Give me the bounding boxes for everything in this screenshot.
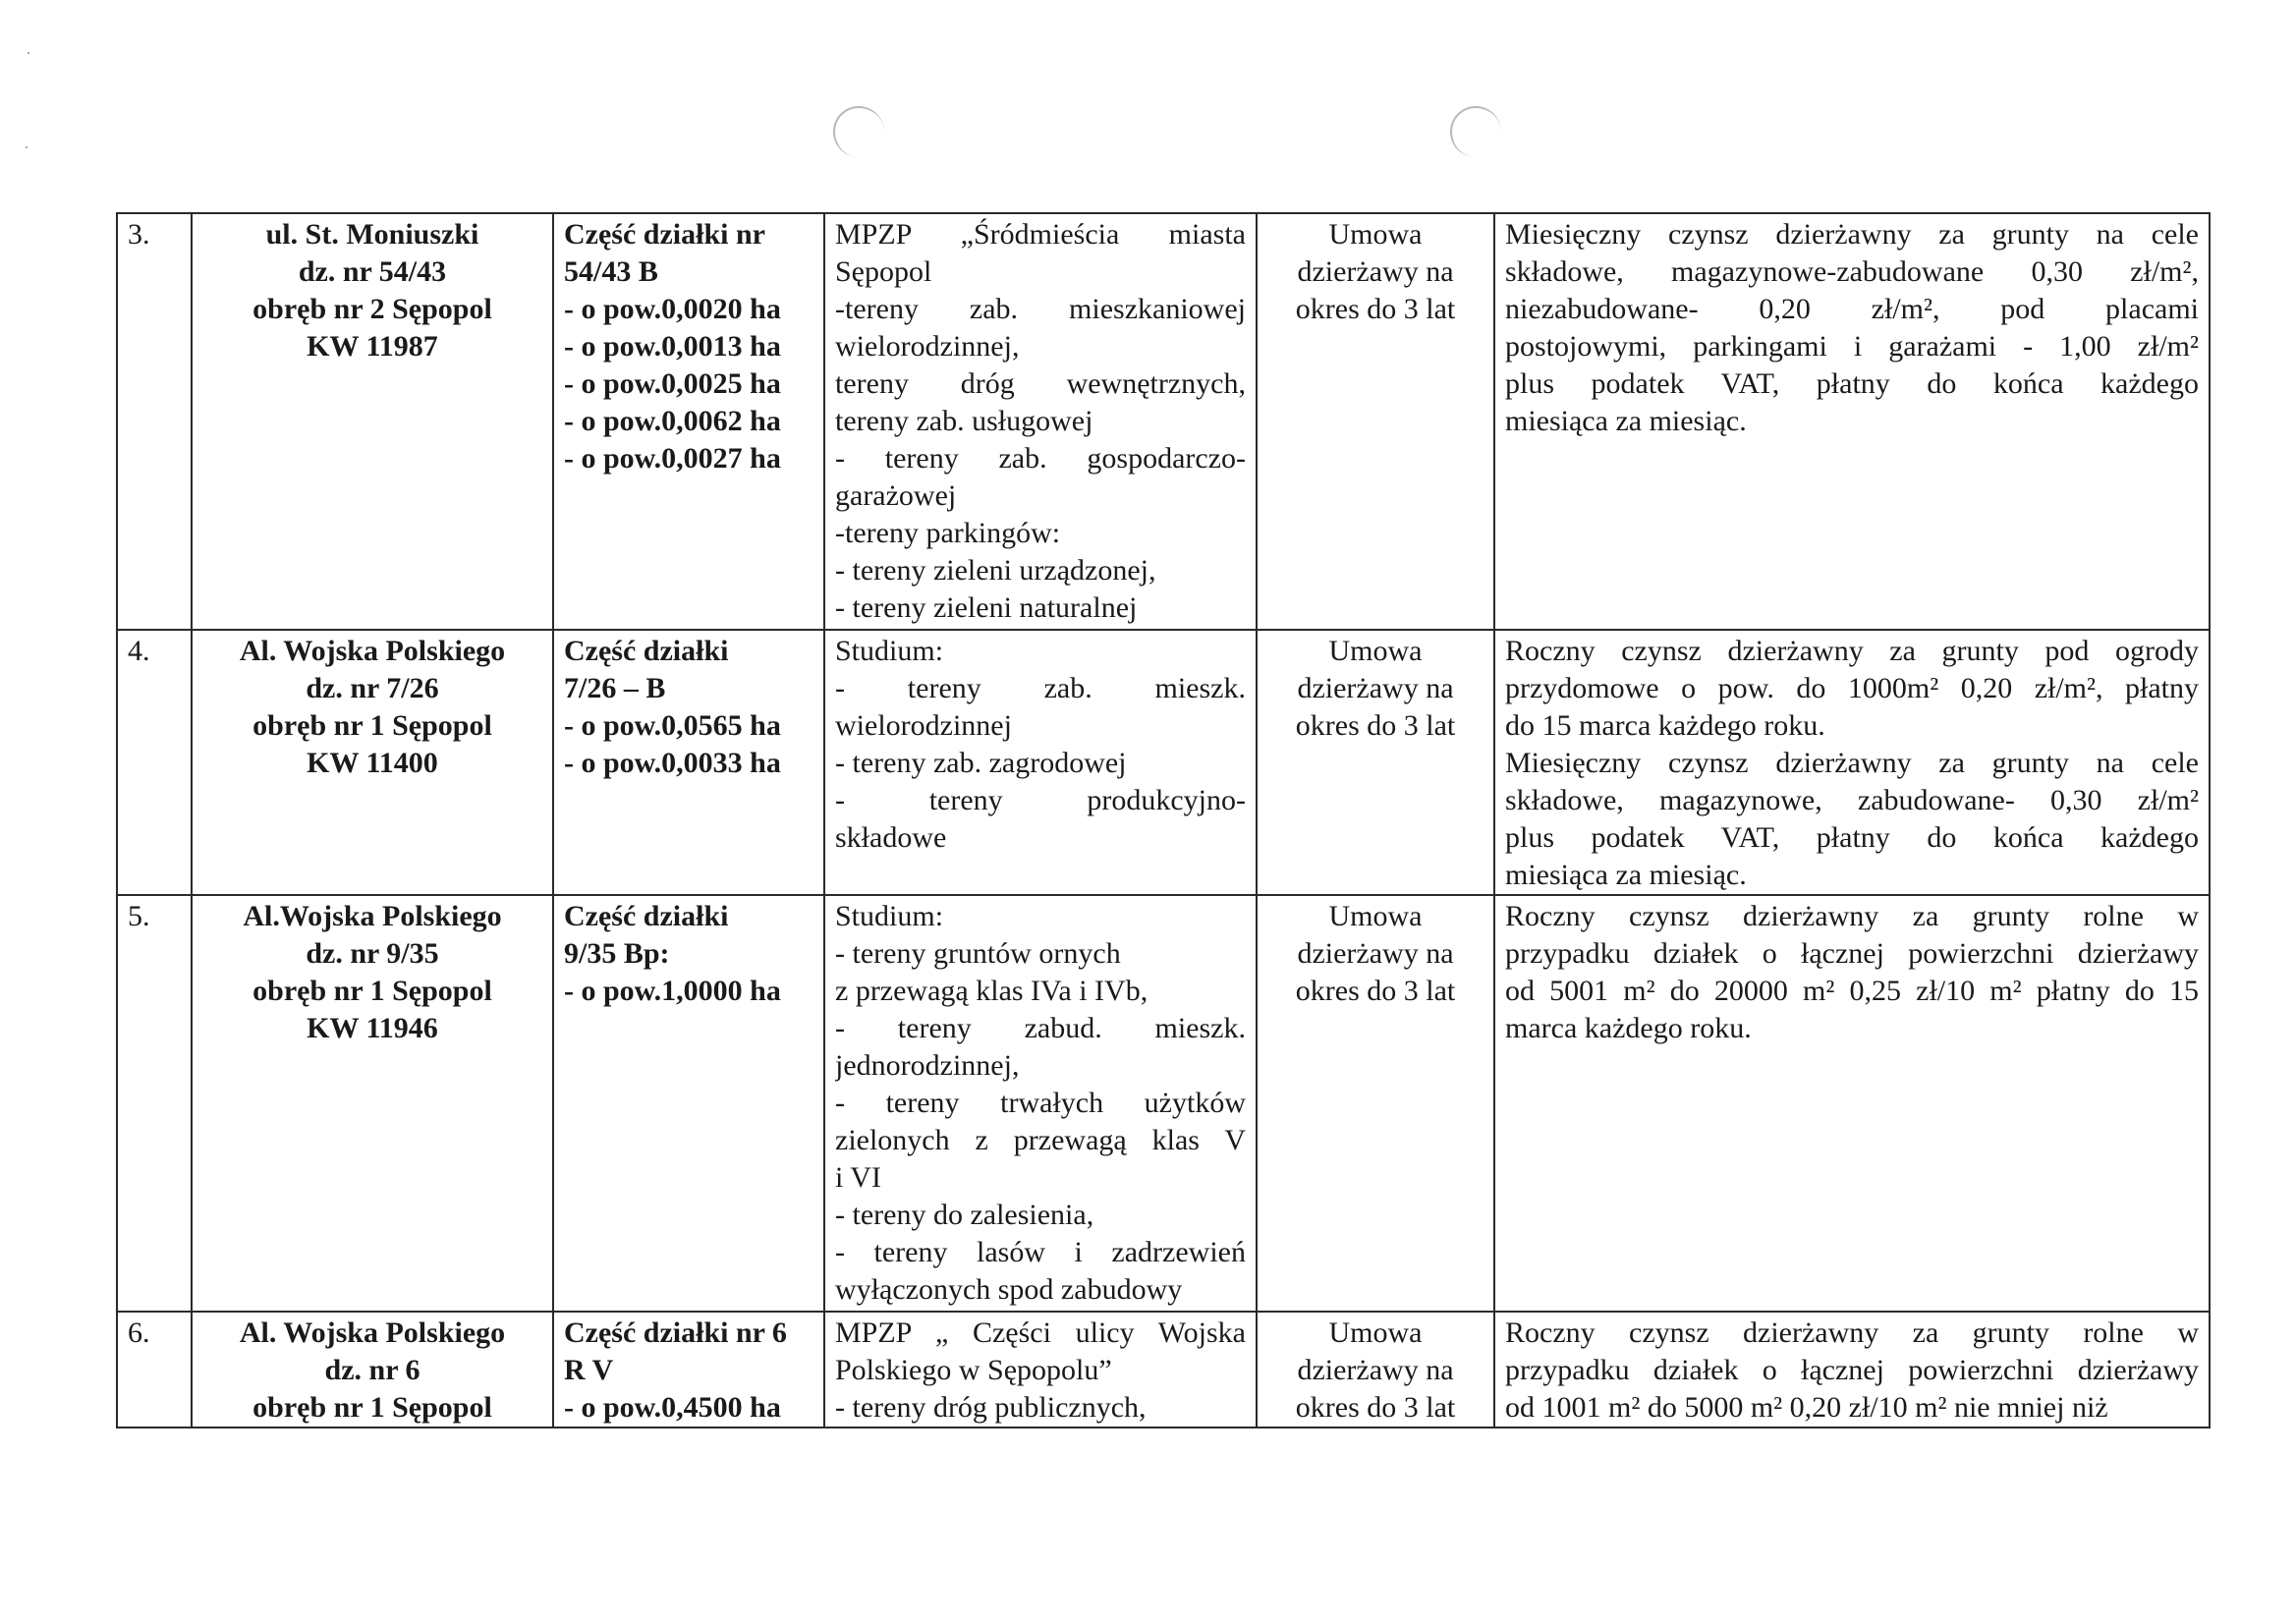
cell-line: okres do 3 lat bbox=[1295, 293, 1456, 325]
cell-line: garażowej bbox=[835, 479, 957, 512]
scan-speck: · bbox=[26, 43, 31, 63]
cell-line: - o pow.0,0565 ha bbox=[564, 709, 781, 742]
cell-line: 7/26 – B bbox=[564, 672, 666, 704]
cell-line: KW 11987 bbox=[307, 330, 438, 363]
cell-line: obręb nr 1 Sępopol bbox=[252, 709, 492, 742]
cell-line: -tereny zab. mieszkaniowej bbox=[835, 293, 1246, 325]
cell-line: - tereny zab. gospodarczo- bbox=[835, 442, 1246, 475]
table-body bbox=[117, 213, 2210, 1428]
zoning-plan-cell bbox=[824, 630, 1257, 895]
cell-line: - tereny zabud. mieszk. bbox=[835, 1012, 1246, 1044]
cell-line: przypadku działek o łącznej powierzchni dzierżawy bbox=[1505, 937, 2199, 970]
cell-line: Roczny czynsz dzierżawny za grunty pod ogrody bbox=[1505, 635, 2199, 667]
scan-speck: · bbox=[24, 138, 29, 157]
cell-line: - o pow.0,0027 ha bbox=[564, 442, 781, 475]
cell-line: 54/43 B bbox=[564, 255, 658, 288]
cell-line: i VI bbox=[835, 1161, 881, 1194]
contract-cell bbox=[1257, 1312, 1494, 1428]
cell-line: postojowymi, parkingami i garażami - 1,00 zł/m² bbox=[1505, 330, 2199, 363]
cell-line: 9/35 Bp: bbox=[564, 937, 670, 970]
cell-line: MPZP „Śródmieścia miasta bbox=[835, 218, 1246, 251]
rent-cell bbox=[1494, 895, 2210, 1312]
cell-line: dzierżawy na bbox=[1297, 1354, 1454, 1386]
table-row bbox=[117, 213, 2210, 630]
row-number: 4. bbox=[128, 635, 150, 667]
row-number: 6. bbox=[128, 1316, 150, 1349]
cell-line: okres do 3 lat bbox=[1295, 1391, 1456, 1424]
cell-line: Umowa bbox=[1328, 635, 1423, 667]
cell-line: miesiąca za miesiąc. bbox=[1505, 405, 1747, 437]
cell-line: Polskiego w Sępopolu” bbox=[835, 1354, 1112, 1386]
cell-line: przypadku działek o łącznej powierzchni dzierżawy bbox=[1505, 1354, 2199, 1386]
cell-line: miesiąca za miesiąc. bbox=[1505, 859, 1747, 891]
cell-line: Umowa bbox=[1328, 900, 1423, 932]
cell-line: Studium: bbox=[835, 635, 944, 667]
cell-line: R V bbox=[564, 1354, 614, 1386]
contract-cell bbox=[1257, 630, 1494, 895]
cell-line: Miesięczny czynsz dzierżawny za grunty na cele bbox=[1505, 218, 2199, 251]
row-number-cell bbox=[117, 213, 192, 630]
cell-line: Studium: bbox=[835, 900, 944, 932]
cell-line: - tereny produkcyjno- bbox=[835, 784, 1246, 816]
cell-line: - o pow.0,0020 ha bbox=[564, 293, 781, 325]
cell-line: Część działki bbox=[564, 900, 729, 932]
cell-line: plus podatek VAT, płatny do końca każdego bbox=[1505, 367, 2199, 400]
cell-line: wielorodzinnej bbox=[835, 709, 1012, 742]
cell-line: zielonych z przewagą klas V bbox=[835, 1124, 1246, 1156]
cell-line: -tereny parkingów: bbox=[835, 517, 1061, 549]
cell-line: Miesięczny czynsz dzierżawny za grunty na cele bbox=[1505, 747, 2199, 779]
cell-line: - tereny zieleni naturalnej bbox=[835, 591, 1138, 624]
cell-line: od 1001 m² do 5000 m² 0,20 zł/10 m² nie mniej niż bbox=[1505, 1391, 2108, 1424]
rent-cell bbox=[1494, 213, 2210, 630]
cell-line: Al. Wojska Polskiego bbox=[239, 635, 506, 667]
parcel-cell bbox=[553, 213, 824, 630]
cell-line: Umowa bbox=[1328, 218, 1423, 251]
parcel-cell bbox=[553, 1312, 824, 1428]
zoning-plan-cell bbox=[824, 213, 1257, 630]
parcel-cell bbox=[553, 895, 824, 1312]
cell-line: do 15 marca każdego roku. bbox=[1505, 709, 1825, 742]
punch-hole-mark bbox=[1450, 106, 1501, 157]
cell-line: - tereny trwałych użytków bbox=[835, 1087, 1246, 1119]
punch-hole-mark bbox=[833, 106, 884, 157]
cell-line: dz. nr 9/35 bbox=[306, 937, 439, 970]
cell-line: Umowa bbox=[1328, 1316, 1423, 1349]
row-number-cell bbox=[117, 1312, 192, 1428]
cell-line: dz. nr 54/43 bbox=[298, 255, 447, 288]
location-cell bbox=[192, 895, 553, 1312]
cell-line: - o pow.0,4500 ha bbox=[564, 1391, 781, 1424]
cell-line: składowe bbox=[835, 821, 947, 854]
cell-line: jednorodzinnej, bbox=[835, 1049, 1020, 1082]
cell-line: dz. nr 6 bbox=[324, 1354, 420, 1386]
cell-line: ul. St. Moniuszki bbox=[265, 218, 479, 251]
row-number: 3. bbox=[128, 218, 150, 251]
parcel-cell bbox=[553, 630, 824, 895]
cell-line: Al.Wojska Polskiego bbox=[243, 900, 502, 932]
cell-line: obręb nr 2 Sępopol bbox=[252, 293, 492, 325]
cell-line: Część działki nr 6 bbox=[564, 1316, 787, 1349]
cell-line: dz. nr 7/26 bbox=[306, 672, 439, 704]
zoning-plan-cell bbox=[824, 895, 1257, 1312]
cell-line: dzierżawy na bbox=[1297, 937, 1454, 970]
lease-table bbox=[116, 212, 2211, 1428]
table-row bbox=[117, 895, 2210, 1312]
cell-line: MPZP „ Części ulicy Wojska bbox=[835, 1316, 1246, 1349]
cell-line: - o pow.0,0013 ha bbox=[564, 330, 781, 363]
row-number-cell bbox=[117, 895, 192, 1312]
cell-line: KW 11400 bbox=[307, 747, 438, 779]
cell-line: obręb nr 1 Sępopol bbox=[252, 975, 492, 1007]
cell-line: tereny dróg wewnętrznych, bbox=[835, 367, 1246, 400]
rent-cell bbox=[1494, 630, 2210, 895]
cell-line: Roczny czynsz dzierżawny za grunty rolne w bbox=[1505, 900, 2199, 932]
table-row bbox=[117, 1312, 2210, 1428]
cell-line: - tereny dróg publicznych, bbox=[835, 1391, 1147, 1424]
cell-line: - o pow.0,0025 ha bbox=[564, 367, 781, 400]
cell-line: dzierżawy na bbox=[1297, 255, 1454, 288]
location-cell bbox=[192, 213, 553, 630]
cell-line: - tereny do zalesienia, bbox=[835, 1199, 1094, 1231]
cell-line: Al. Wojska Polskiego bbox=[239, 1316, 506, 1349]
cell-line: - o pow.0,0062 ha bbox=[564, 405, 781, 437]
contract-cell bbox=[1257, 213, 1494, 630]
cell-line: - tereny zab. mieszk. bbox=[835, 672, 1246, 704]
cell-line: przydomowe o pow. do 1000m² 0,20 zł/m², płatny bbox=[1505, 672, 2199, 704]
cell-line: Sępopol bbox=[835, 255, 932, 288]
cell-line: - tereny lasów i zadrzewień bbox=[835, 1236, 1246, 1268]
cell-line: z przewagą klas IVa i IVb, bbox=[835, 975, 1148, 1007]
cell-line: Część działki nr bbox=[564, 218, 765, 251]
cell-line: wyłączonych spod zabudowy bbox=[835, 1273, 1183, 1306]
cell-line: - tereny gruntów ornych bbox=[835, 937, 1121, 970]
row-number-cell bbox=[117, 630, 192, 895]
cell-line: składowe, magazynowe, zabudowane- 0,30 zł/m² bbox=[1505, 784, 2199, 816]
contract-cell bbox=[1257, 895, 1494, 1312]
cell-line: tereny zab. usługowej bbox=[835, 405, 1093, 437]
cell-line: wielorodzinnej, bbox=[835, 330, 1020, 363]
cell-line: Część działki bbox=[564, 635, 729, 667]
cell-line: obręb nr 1 Sępopol bbox=[252, 1391, 492, 1424]
cell-line: dzierżawy na bbox=[1297, 672, 1454, 704]
location-cell bbox=[192, 630, 553, 895]
cell-line: okres do 3 lat bbox=[1295, 709, 1456, 742]
cell-line: - o pow.0,0033 ha bbox=[564, 747, 781, 779]
zoning-plan-cell bbox=[824, 1312, 1257, 1428]
cell-line: plus podatek VAT, płatny do końca każdego bbox=[1505, 821, 2199, 854]
cell-line: KW 11946 bbox=[307, 1012, 438, 1044]
cell-line: - o pow.1,0000 ha bbox=[564, 975, 781, 1007]
rent-cell bbox=[1494, 1312, 2210, 1428]
cell-line: marca każdego roku. bbox=[1505, 1012, 1752, 1044]
cell-line: składowe, magazynowe-zabudowane 0,30 zł/m², bbox=[1505, 255, 2199, 288]
location-cell bbox=[192, 1312, 553, 1428]
cell-line: Roczny czynsz dzierżawny za grunty rolne w bbox=[1505, 1316, 2199, 1349]
cell-line: - tereny zab. zagrodowej bbox=[835, 747, 1127, 779]
row-number: 5. bbox=[128, 900, 150, 932]
cell-line: niezabudowane- 0,20 zł/m², pod placami bbox=[1505, 293, 2199, 325]
table-row bbox=[117, 630, 2210, 895]
cell-line: okres do 3 lat bbox=[1295, 975, 1456, 1007]
cell-line: - tereny zieleni urządzonej, bbox=[835, 554, 1156, 587]
cell-line: od 5001 m² do 20000 m² 0,25 zł/10 m² płatny do 15 bbox=[1505, 975, 2199, 1007]
